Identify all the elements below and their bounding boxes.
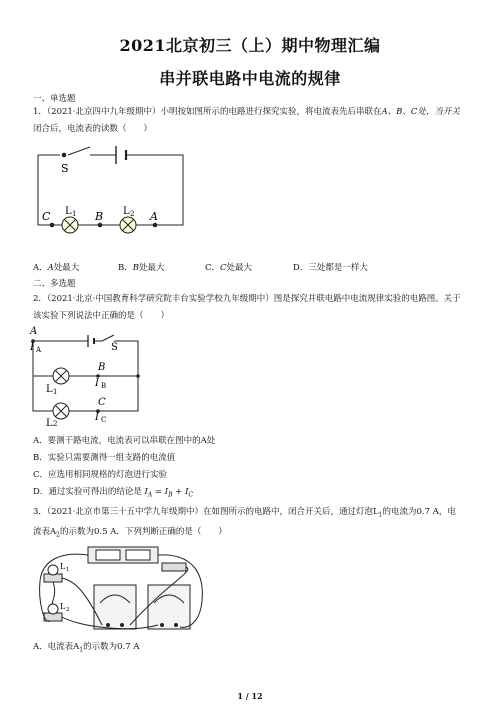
page-subtitle: 串并联电路中电流的规律 (159, 69, 341, 88)
q2-formula-eq: = I (152, 487, 169, 497)
q3-line1-b: 的电流为 (382, 507, 417, 517)
q2-circuit-figure (28, 326, 148, 426)
q3-line2-b: 的示数为 (59, 526, 94, 537)
q1-option-d-letter: D． (293, 263, 309, 273)
q2-formula-sub-c: C (188, 491, 194, 499)
q3-line2-c: ．下列判断正确的是（ ） (116, 526, 227, 537)
q2-label-l2: L (46, 418, 53, 426)
q1-label-s: S (61, 162, 69, 175)
q2-label-ib: I (95, 378, 99, 389)
q2-label-l1: L (46, 384, 53, 395)
q2-label-l1-sub: 1 (53, 388, 58, 396)
q1-circuit-figure (28, 140, 193, 240)
q2-label-ib-sub: B (101, 382, 107, 390)
q3-line1-val: 0.7 A (416, 507, 439, 517)
q1-option-b-letter: B． (118, 263, 133, 273)
q1-label-b: B (95, 210, 104, 223)
q3-option-a-sub: 1 (79, 646, 84, 654)
q2-label-b: B (98, 362, 106, 373)
q2-label-a: A (30, 326, 38, 337)
q3-label-l2-sub: 2 (66, 607, 70, 613)
q1-option-c-text: 处最大 (226, 263, 253, 273)
q1-option-d-text: 三处都是一样大 (308, 263, 368, 273)
q1-option-b-text: 处最大 (139, 263, 165, 273)
section-single-choice: 一、单选题 (33, 94, 76, 104)
q3-option-a-amm: A (73, 642, 80, 652)
q3-label-l1: L (60, 562, 66, 571)
q1-option-c-var: C (220, 263, 227, 273)
q2-line1: 2．（2021·北京·中国教育科学研究院丰台实验学校九年级期中）图是探究并联电路中电流规律实验的电路图。关于 (33, 294, 461, 304)
q1-line1-vars: A、B、C处，当开关 (381, 107, 460, 117)
q2-formula (145, 487, 194, 497)
question-1 (33, 104, 473, 138)
q3-apparatus-figure (30, 541, 220, 636)
q2-formula-i: I (144, 487, 148, 497)
q3-option-a[interactable] (33, 640, 139, 654)
q2-option-a[interactable]: A．要测干路电流，电流表可以串联在图中的A处 (33, 436, 216, 446)
q2-option-d-text: D．通过实验可得出的结论是 (33, 487, 142, 497)
q3-label-l2: L (60, 602, 66, 611)
question-2 (33, 291, 473, 325)
q3-option-a-val: 0.7 A (117, 642, 140, 652)
q2-option-b[interactable]: B．实验只需要测得一组支路的电流值 (33, 453, 176, 463)
page-title: 2021北京初三（上）期中物理汇编 (119, 36, 381, 55)
q1-option-b[interactable] (118, 261, 165, 273)
q1-label-l1: L (65, 206, 72, 217)
q3-line2-val: 0.5 A (94, 526, 117, 537)
q3-line1-a: 3．（2021·北京市第三十五中学九年级期中）在如图所示的电路中，闭合开关后，通过灯泡 (33, 507, 373, 517)
q1-option-c[interactable] (205, 261, 252, 273)
q3-option-a-b: 的示数为 (83, 642, 118, 652)
q1-label-l2-sub: 2 (130, 210, 135, 218)
q1-option-a-var: A (47, 263, 54, 273)
q3-line1-l: L (373, 507, 379, 517)
q1-option-b-var: B (132, 263, 139, 273)
q3-option-a-text: A．电流表 (33, 642, 74, 652)
q1-label-l2: L (123, 206, 130, 217)
q1-option-d[interactable] (293, 261, 368, 273)
q2-formula-plus: + I (172, 487, 189, 497)
q3-line1-c: ，电 (438, 507, 456, 517)
q2-label-l2-sub: 2 (53, 420, 58, 426)
q3-line2-a: 流表 (33, 526, 51, 537)
q2-label-ic-sub: C (101, 416, 107, 424)
q3-line2-amm: A (50, 526, 57, 537)
q1-line2: 闭合后，电流表的读数（ ） (33, 124, 153, 134)
page-number: 1 / 12 (237, 691, 263, 701)
q2-label-ic: I (95, 412, 99, 423)
q3-label-l1-sub: 1 (66, 567, 70, 573)
q2-formula-sub-b: B (168, 491, 173, 499)
q1-label-l1-sub: 1 (72, 210, 77, 218)
q1-label-c: C (42, 210, 51, 223)
q1-option-a-text: 处最大 (53, 263, 80, 273)
q1-option-a[interactable] (33, 261, 79, 273)
section-multi-choice: 二、多选题 (33, 279, 76, 289)
q2-option-c[interactable]: C．应选用相同规格的灯泡进行实验 (33, 470, 168, 480)
q2-option-d[interactable] (33, 485, 193, 499)
q1-option-a-letter: A． (33, 263, 48, 273)
q2-formula-sub-a: A (147, 491, 153, 499)
q2-label-c: C (98, 397, 106, 408)
question-3 (33, 504, 473, 543)
q2-label-s: S (111, 342, 118, 353)
q1-line1: 1．（2021·北京四中九年级期中）小明按如图所示的电路进行探究实验，将电流表先后串联在 (33, 107, 382, 117)
q2-label-ia-sub: A (36, 346, 42, 354)
q2-label-ia: I (30, 342, 34, 353)
q1-option-c-letter: C． (205, 263, 221, 273)
q2-line2: 该实验下列说法中正确的是（ ） (33, 311, 170, 321)
q1-label-a: A (150, 210, 158, 223)
q3-line1-sub: 1 (378, 511, 383, 519)
q3-line2-sub: 2 (56, 531, 60, 539)
